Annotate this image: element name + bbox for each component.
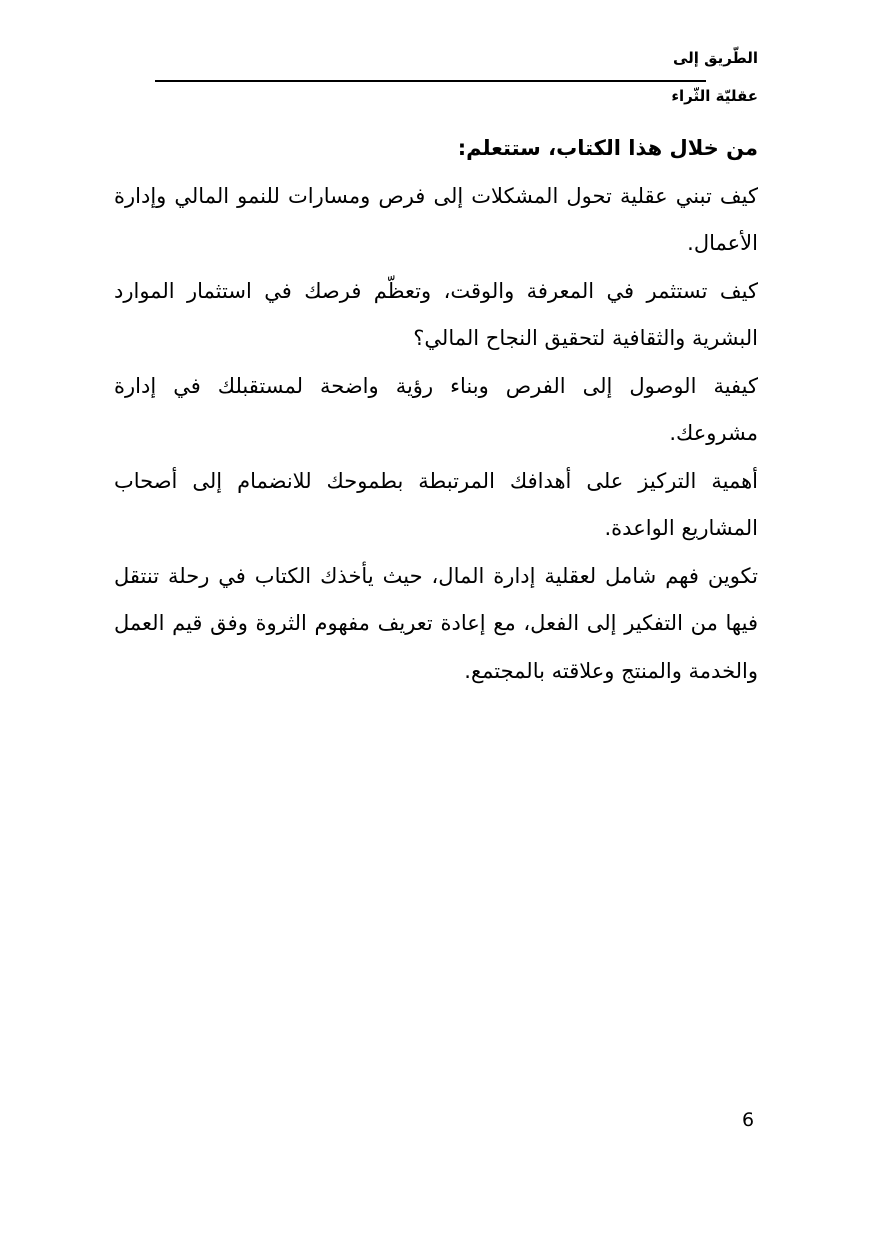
running-header	[118, 46, 758, 108]
point-paragraph: كيف تبني عقلية تحول المشكلات إلى فرص ومسارات للنمو المالي وإدارة الأعمال.	[114, 183, 758, 255]
header-divider	[155, 80, 706, 82]
header-title-line1: الطّريق إلى	[672, 49, 758, 67]
page-body	[114, 125, 758, 695]
page-number: 6	[742, 1109, 755, 1131]
point-paragraph: أهمية التركيز على أهدافك المرتبطة بطموحك للانضمام إلى أصحاب المشاريع الواعدة.	[114, 468, 758, 540]
point-paragraph: تكوين فهم شامل لعقلية إدارة المال، حيث يأخذك الكتاب في رحلة تنتقل فيها من التفكير إلى الفعل، مع إعادة تعريف مفهوم الثروة وفق قيم العمل والخدمة والمنتج وعلاقته بالمجتمع.	[114, 563, 758, 683]
point-paragraph: كيف تستثمر في المعرفة والوقت، وتعظّم فرصك في استثمار الموارد البشرية والثقافية لتحقيق النجاح المالي؟	[114, 278, 758, 350]
intro-heading: من خلال هذا الكتاب، ستتعلم:	[457, 136, 758, 160]
header-title-line2: عقليّة الثّراء	[671, 87, 758, 105]
point-paragraph: كيفية الوصول إلى الفرص وبناء رؤية واضحة لمستقبلك في إدارة مشروعك.	[114, 373, 758, 445]
